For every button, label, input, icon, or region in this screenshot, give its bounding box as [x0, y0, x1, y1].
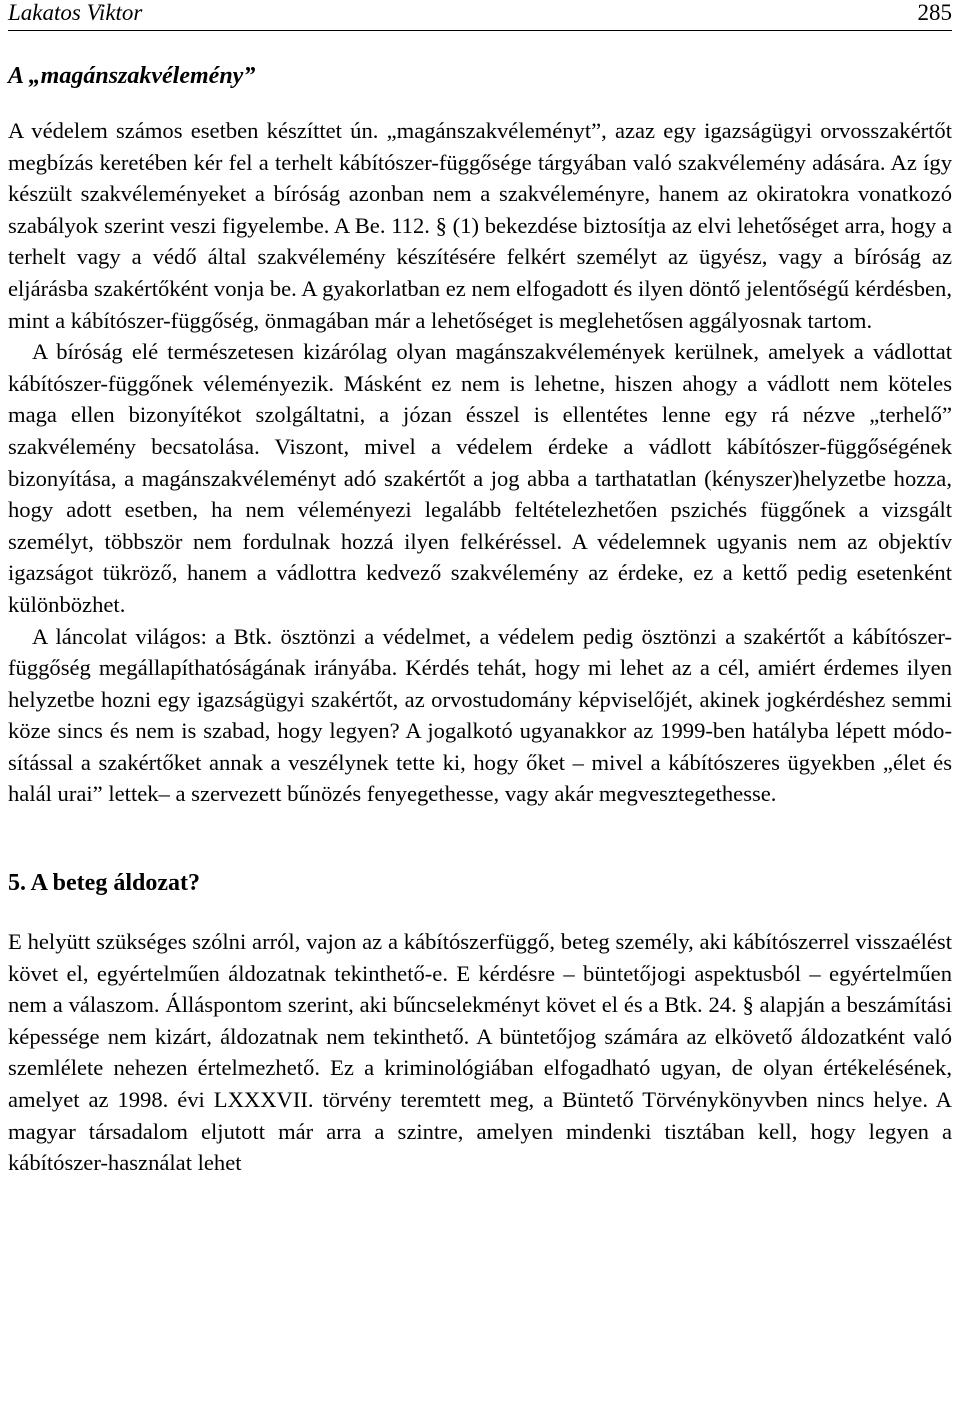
paragraph-2: A bíróság elé természetesen kizárólag olyan magánszakvélemények kerülnek, amelyek a vádlottat kábítószer-függőnek véleményezik. Másként ez nem is lehetne, hiszen ahogy a vádlott nem köteles maga ellen bizonyítékot szolgáltatni, a józan ésszel is ellentétes lenne egy rá nézve „terhelő” szakvélemény becsatolása. Viszont, mivel a védelem érdeke a vádlott kábítószer-függőségének bizonyítása, a magánszakvéleményt adó szakértőt a jog abba a tarthatatlan (kényszer)helyzetbe hozza, hogy adott esetben, ha nem véleményezi legalább feltételezhetően pszichés függőnek a vizsgált személyt, többször nem fordulnak hozzá ilyen felkéréssel. A védelemnek ugyanis nem az objektív igazságot tükröző, hanem a vádlottra kedvező szakvélemény az érdeke, ez a kettő pedig esetenként különbözhet. — [8, 339, 952, 617]
document-page — [8, 0, 952, 1179]
page-number: 285 — [917, 0, 952, 25]
paragraph-4: E helyütt szükséges szólni arról, vajon az a kábítószerfüggő, beteg személy, aki kábítószerrel visszaélést követ el, egyértelműen áldozatnak tekinthető-e. E kérdésre – büntetőjogi aspektusból – egyértelműen nem a válaszom. Álláspontom szerint, aki bűncselekményt követ el és a Btk. 24. § alapján a beszámítási képessége nem kizárt, áldozatnak nem tekinthető. A büntetőjog számára az elkövető áldozatként való szemlélete nehezen értelmezhető. Ez a kriminológiában elfogadható ugyan, de olyan értékelésének, amelyet az 1998. évi LXXXVII. törvény teremtett meg, a Büntető Törvénykönyvben nincs helye. A magyar társadalom eljutott már arra a szintre, amelyen mindenki tisztában kell, hogy legyen a kábítószer-használat lehet — [8, 929, 952, 1176]
running-header — [8, 0, 952, 31]
paragraph-1: A védelem számos esetben készíttet ún. „magánszakvéleményt”, azaz egy igazságügyi orvosszakértőt megbízás keretében kér fel a terhelt kábítószer-függősége tárgyában való szakvélemény adására. Az így készült szakvéleményeket a bíróság azonban nem a szakvéleményre, hanem az okiratokra vonatkozó szabályok szerint veszi figyelembe. A Be. 112. § (1) bekezdése biztosítja az elvi lehetőséget arra, hogy a terhelt vagy a védő által szakvélemény készítésére felkért személyt az ügyész, vagy a bíróság az eljárásba szakértőként vonja be. A gyakorlatban ez nem elfogadott és ilyen döntő jelentőségű kérdésben, mint a kábítószer-függőség, önmagában már a lehetőséget is meglehetősen aggályosnak tartom. — [8, 118, 952, 333]
chapter-title: 5. A beteg áldozat? — [8, 870, 200, 897]
header-author: Lakatos Viktor — [8, 0, 143, 25]
section-title: A „magánszakvélemény” — [8, 63, 256, 89]
paragraph-3: A láncolat világos: a Btk. ösztönzi a védelmet, a védelem pedig ösztönzi a szakértőt a kábítószer-függőség megállapíthatóságának irányába. Kérdés tehát, hogy mi lehet az a cél, amiért érdemes ilyen helyzetbe hozni egy igazságügyi szakértőt, az orvostudomány képviselőjét, akinek jogkérdéshez semmi köze sincs és nem is szabad, hogy legyen? A jogalkotó ugyanakkor az 1999-ben hatályba lépett módosítással a szakértőket annak a veszélynek tette ki, hogy őket – mivel a kábítószeres ügyekben „élet és halál urai” lettek– a szervezett bűnözés fenyegethesse, vagy akár megvesztegethesse. — [8, 623, 952, 807]
